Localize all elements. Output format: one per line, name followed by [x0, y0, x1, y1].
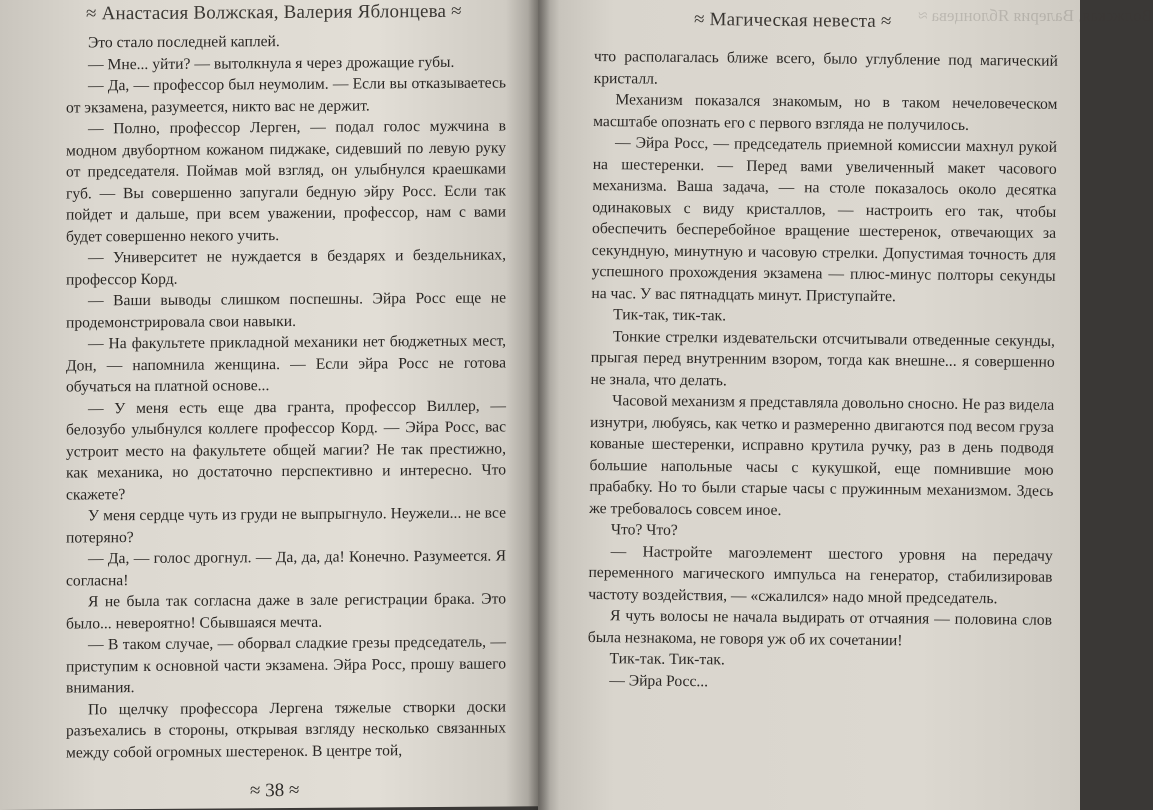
paragraph: — На факультете прикладной механики нет бюджетных мест, Дон, — напомнила женщина. — Если эйра Росс не готова обучаться на платной основе... [66, 332, 506, 396]
paragraph: — Полно, профессор Лерген, — подал голос мужчина в модном двубортном кожаном пиджаке, сидевший по левую руку от председателя. Поймав мой взгляд, он улыбнулся краешками губ. — Вы совершенно запугали бедную эйру Росс. Если так пойдет и дальше, при всем уважении, профессор, нам с вами будет совершенно некого учить. [66, 117, 506, 246]
paragraph: — Да, — голос дрогнул. — Да, да, да! Конечно. Разумеется. Я согласна! [66, 547, 506, 590]
paragraph: — Да, — профессор был неумолим. — Если вы отказываетесь от экзамена, разумеется, никто вас не держит. [66, 74, 506, 117]
paragraph: Тик-так, тик-так. [613, 306, 727, 325]
right-page-text [587, 46, 1058, 696]
book-spine-shadow [528, 0, 550, 810]
paragraph: — Эйра Росс, — председатель приемной комиссии махнул рукой на шестеренки. — Перед вами увеличенный макет часового механизма. Ваша задача, — на столе показалось около десятка одинаковых с виду кристаллов, — настроить его так, чтобы обеспечить бесперебойное вращение шестеренок, отвечающих за секундную, минутную и часовую стрелки. Допустимая точность для успешного прохождения экзамена — плюс-минус полторы секунды на час. У вас пятнадцать минут. Приступайте. [591, 134, 1058, 305]
paragraph: Я не была так согласна даже в зале регистрации брака. Это было... невероятно! Сбывшаяся мечта. [66, 590, 506, 633]
page-number: ≈ 38 ≈ [249, 779, 300, 802]
paragraph: — В таком случае, — оборвал сладкие грезы председатель, — приступим к основной части экзамена. Эйра Росс, прошу вашего внимания. [66, 633, 506, 697]
paragraph: — Настройте магоэлемент шестого уровня на передачу переменного магического импульса на генератор, стабилизировав частоту воздействия, — «сжалился» надо мной председатель. [588, 542, 1053, 607]
paragraph: что располагалась ближе всего, было углубление под магический кристалл. [593, 47, 1058, 88]
left-page [0, 0, 538, 810]
paragraph: Тик-так. Тик-так. [609, 650, 725, 669]
paragraph: — У меня есть еще два гранта, профессор Виллер, — белозубо улыбнулся коллеге профессор Корд. — Эйра Росс, вас устроит место на факультете общей магии? Не так престижно, как механика, но достаточно перспективно и интересно. Что скажете? [66, 396, 506, 504]
paragraph: У меня сердце чуть из груди не выпрыгнуло. Неужели... не все потеряно? [66, 504, 506, 547]
left-page-text [66, 29, 506, 763]
running-head-left: ≈ Анастасия Волжская, Валерия Яблонцева ≈ [86, 0, 462, 25]
paragraph: — Мне... уйти? — вытолкнула я через дрожащие губы. [88, 53, 455, 73]
paragraph: — Эйра Росс... [609, 671, 709, 690]
show-through-text: Волжская, Валерия Яблонцева ≈ [918, 6, 1153, 25]
paragraph: Что? Что? [610, 521, 678, 539]
paragraph: Я чуть волосы не начала выдирать от отчаяния — половина слов была незнакома, не говоря уж об их сочетании! [587, 607, 1053, 649]
paragraph: Часовой механизм я представляла довольно сносно. Не раз видела изнутри, любуясь, как четко и размеренно двигаются под весом груза кованые шестеренки, исправно крутила ручку, раз в день подводя большие напольные часы с кукушкой, еще помнившие мою прабабку. Но то были старые часы с пружинным механизмом. Здесь же требовалось совсем иное. [589, 392, 1055, 519]
paragraph: Механизм показался знакомым, но в таком нечеловеческом масштабе опознать его с первого взгляда не получилось. [593, 91, 1058, 134]
paragraph: — Университет не нуждается в бездарях и бездельниках, профессор Корд. [66, 246, 506, 289]
paragraph: По щелчку профессора Лергена тяжелые створки доски разъехались в стороны, открывая взгляду несколько связанных между собой огромных шестеренок. В центре той, [66, 697, 506, 762]
running-head-right: ≈ Магическая невеста ≈ [693, 8, 892, 33]
right-page [538, 0, 1153, 810]
paragraph: — Ваши выводы слишком поспешны. Эйра Росс еще не продемонстрировала свои навыки. [66, 289, 506, 332]
paragraph: Это стало последней каплей. [88, 33, 280, 52]
paragraph: Тонкие стрелки издевательски отсчитывали отведенные секунды, прыгая перед внутренним взором, тогда как внешне... я совершенно не знала, что делать. [590, 327, 1056, 389]
